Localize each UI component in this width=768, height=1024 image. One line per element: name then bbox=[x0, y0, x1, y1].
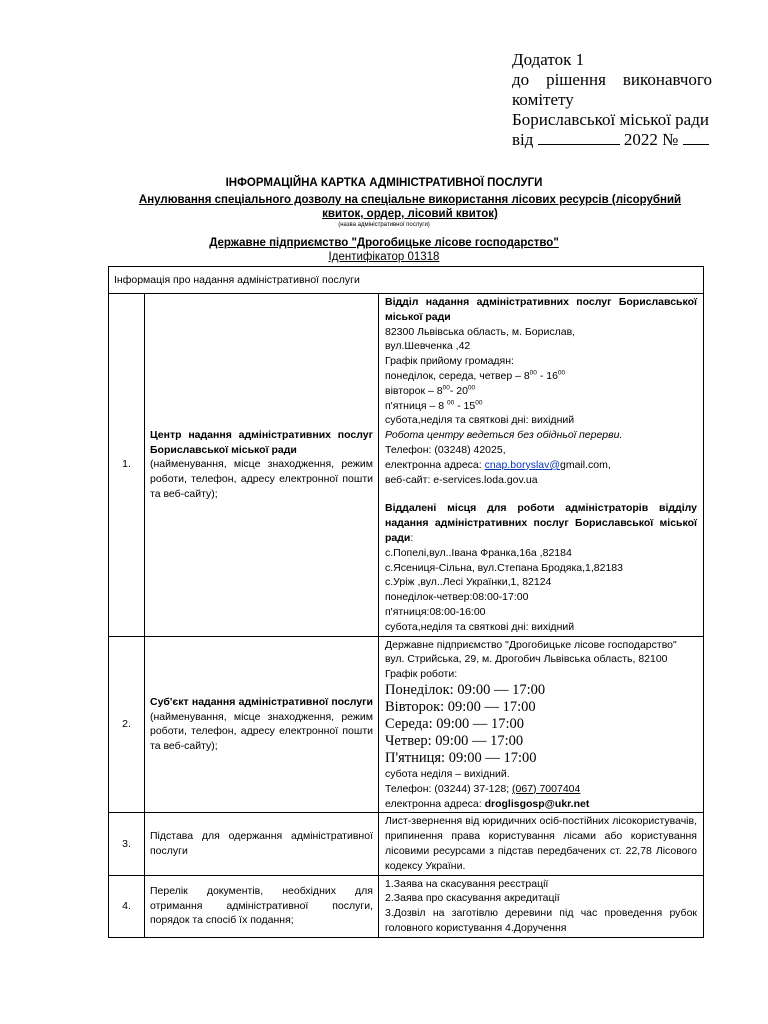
phone-number[interactable]: (067) 7007404 bbox=[512, 782, 581, 795]
phone-prefix: Телефон: (03244) 37-128; bbox=[385, 782, 513, 795]
email-line bbox=[385, 458, 697, 473]
row-number: 2. bbox=[109, 636, 145, 813]
remote-weekend: субота,неділя та святкові дні: вихідний bbox=[385, 620, 575, 633]
remote-schedule: понеділок-четвер:08:00-17:00 bbox=[385, 591, 529, 604]
document-item: 3.Дозвіл на заготівлю деревини під час проведення рубок головного користування 4.Доручення bbox=[385, 907, 697, 934]
row-content: Лист-звернення від юридичних осіб-постійних лісокористувачів, припинення права користування лісами або користування лісовими ресурсами з підстав передбачених ст. 22,78 Лісового кодексу України. bbox=[379, 813, 704, 875]
addendum-word: рішення bbox=[546, 70, 606, 89]
schedule-text: понеділок, середа, четвер – 8 bbox=[385, 369, 530, 382]
row-label-desc: (найменування, місце знаходження, режим роботи, телефон, адресу електронної пошти та веб-сайту); bbox=[150, 710, 373, 753]
day-name: Понеділок bbox=[385, 681, 450, 698]
org-address: вул. Стрийська, 29, м. Дрогобич Львівська область, 82100 bbox=[385, 653, 668, 666]
table-row bbox=[109, 813, 704, 875]
row-content bbox=[379, 294, 704, 637]
schedule-day bbox=[385, 682, 697, 699]
website-line: веб-сайт: e-services.loda.gov.ua bbox=[385, 473, 538, 486]
row-label: Перелік документів, необхідних для отримання адміністративної послуги, порядок та спосіб їх подання; bbox=[145, 875, 379, 937]
weekend-line: субота неділя – вихідний. bbox=[385, 767, 510, 780]
day-hours: : 09:00 — 17:00 bbox=[428, 715, 525, 732]
row-number: 4. bbox=[109, 875, 145, 937]
schedule-sup: 00 bbox=[529, 369, 537, 377]
day-name: Вівторок bbox=[385, 698, 441, 715]
dept-title: Відділ надання адміністративних послуг Бориславської міської ради bbox=[385, 296, 697, 323]
row-label-bold: Центр надання адміністративних послуг Бориславської міської ради bbox=[150, 428, 373, 456]
remote-address: с.Ясениця-Сільна, вул.Степана Бродяка,1,82183 bbox=[385, 561, 623, 574]
addendum-line2 bbox=[512, 70, 712, 90]
address-line: 82300 Львівська область, м. Борислав, bbox=[385, 325, 576, 338]
email-link[interactable]: cnap.boryslav@ bbox=[484, 458, 561, 471]
document-item: 2.Заява про скасування акредитації bbox=[385, 892, 560, 905]
row-label: Підстава для одержання адміністративної послуги bbox=[145, 813, 379, 875]
spacer bbox=[385, 487, 697, 501]
schedule-text: п'ятниця – 8 bbox=[385, 399, 447, 412]
table-header-row bbox=[109, 267, 704, 294]
card-title: ІНФОРМАЦІЙНА КАРТКА АДМІНІСТРАТИВНОЇ ПОСЛУГИ bbox=[225, 177, 543, 189]
service-name: Анулювання спеціального дозволу на спеціальне використання лісових ресурсів (лісорубний квиток, ордер, лісовий квиток) bbox=[138, 194, 682, 220]
schedule-text: - 20 bbox=[449, 384, 468, 397]
schedule-sup: 00 bbox=[442, 384, 450, 392]
no-break-note: Робота центру ведеться без обідньої перерви. bbox=[385, 429, 623, 442]
identifier: Ідентифікатор 01318 bbox=[328, 251, 440, 263]
schedule-day bbox=[385, 716, 697, 733]
org-name: Державне підприємство "Дрогобицьке лісове господарство" bbox=[385, 638, 677, 651]
remote-address: с.Попелі,вул..Івана Франка,16а ,82184 bbox=[385, 546, 572, 559]
document-item: 1.Заява на скасування реєстрації bbox=[385, 877, 549, 890]
addendum-date-line bbox=[512, 130, 712, 150]
remote-colon: : bbox=[410, 531, 414, 544]
day-hours: : 09:00 — 17:00 bbox=[441, 749, 537, 766]
day-hours: : 09:00 — 17:00 bbox=[449, 681, 546, 698]
addendum-title: Додаток 1 bbox=[512, 50, 585, 69]
schedule-title: Графік прийому громадян: bbox=[385, 355, 514, 368]
day-hours: : 09:00 — 17:00 bbox=[440, 698, 536, 715]
schedule-sup: 00 bbox=[467, 384, 476, 392]
remote-title bbox=[385, 501, 697, 545]
phone-line: Телефон: (03248) 42025, bbox=[385, 443, 506, 456]
row-number: 1. bbox=[109, 294, 145, 637]
schedule-text: - 15 bbox=[454, 399, 476, 412]
remote-schedule: п'ятниця:08:00-16:00 bbox=[385, 605, 486, 618]
row-label-bold: Суб'єкт надання адміністративної послуги bbox=[150, 695, 373, 708]
schedule-day bbox=[385, 699, 697, 716]
row-label bbox=[145, 294, 379, 637]
table-row bbox=[109, 294, 704, 637]
table-row bbox=[109, 875, 704, 937]
remote-title-text: Віддалені місця для роботи адміністраторів відділу надання адміністративних послуг Бориславської міської ради bbox=[385, 502, 697, 544]
addendum-line3: комітету bbox=[512, 90, 574, 109]
weekend-line: субота,неділя та святкові дні: вихідний bbox=[385, 414, 575, 427]
addendum-date-prefix: від bbox=[512, 130, 534, 149]
email-line bbox=[385, 797, 697, 812]
number-blank bbox=[683, 130, 709, 145]
schedule-text: вівторок – 8 bbox=[385, 384, 443, 397]
info-table bbox=[108, 266, 704, 938]
day-name: П'ятниця bbox=[385, 749, 442, 766]
schedule-line bbox=[385, 384, 697, 399]
day-hours: : 09:00 — 17:00 bbox=[427, 732, 524, 749]
row-content bbox=[379, 875, 704, 937]
day-name: Четвер bbox=[385, 732, 428, 749]
remote-address: с.Уріж ,вул..Лесі Українки,1, 82124 bbox=[385, 576, 552, 589]
schedule-day bbox=[385, 750, 697, 767]
schedule-line bbox=[385, 399, 697, 414]
addendum-block bbox=[512, 50, 712, 150]
email-prefix: електронна адреса: bbox=[385, 797, 485, 810]
schedule-sup: 00 bbox=[557, 369, 566, 377]
row-content bbox=[379, 636, 704, 813]
row-label-desc: (найменування, місце знаходження, режим роботи, телефон, адресу електронної пошти та веб-сайту); bbox=[150, 458, 373, 500]
addendum-word: до bbox=[512, 70, 530, 89]
day-name: Середа bbox=[385, 715, 429, 732]
schedule-line bbox=[385, 369, 697, 384]
table-header: Інформація про надання адміністративної послуги bbox=[109, 267, 704, 294]
table-row bbox=[109, 636, 704, 813]
schedule-sup: 00 bbox=[475, 399, 483, 407]
row-number: 3. bbox=[109, 813, 145, 875]
address-line: вул.Шевченка ,42 bbox=[385, 340, 471, 353]
row-label bbox=[145, 636, 379, 813]
email-prefix: електронна адреса: bbox=[385, 458, 485, 471]
schedule-text: - 16 bbox=[536, 369, 558, 382]
schedule-day bbox=[385, 733, 697, 750]
phone-line bbox=[385, 782, 697, 797]
schedule-title: Графік роботи: bbox=[385, 668, 458, 681]
email-address[interactable]: droglisgosp@ukr.net bbox=[484, 797, 590, 810]
addendum-line4: Бориславської міської ради bbox=[512, 110, 709, 129]
service-name-note: (назва адміністративної послуги) bbox=[338, 222, 430, 228]
addendum-word: виконавчого bbox=[622, 70, 712, 89]
date-blank bbox=[538, 130, 620, 145]
addendum-year: 2022 № bbox=[623, 130, 679, 149]
email-suffix: gmail.com, bbox=[560, 458, 611, 471]
provider-name: Державне підприємство "Дрогобицьке лісове господарство" bbox=[209, 237, 559, 249]
schedule-sup: 00 bbox=[446, 399, 455, 407]
